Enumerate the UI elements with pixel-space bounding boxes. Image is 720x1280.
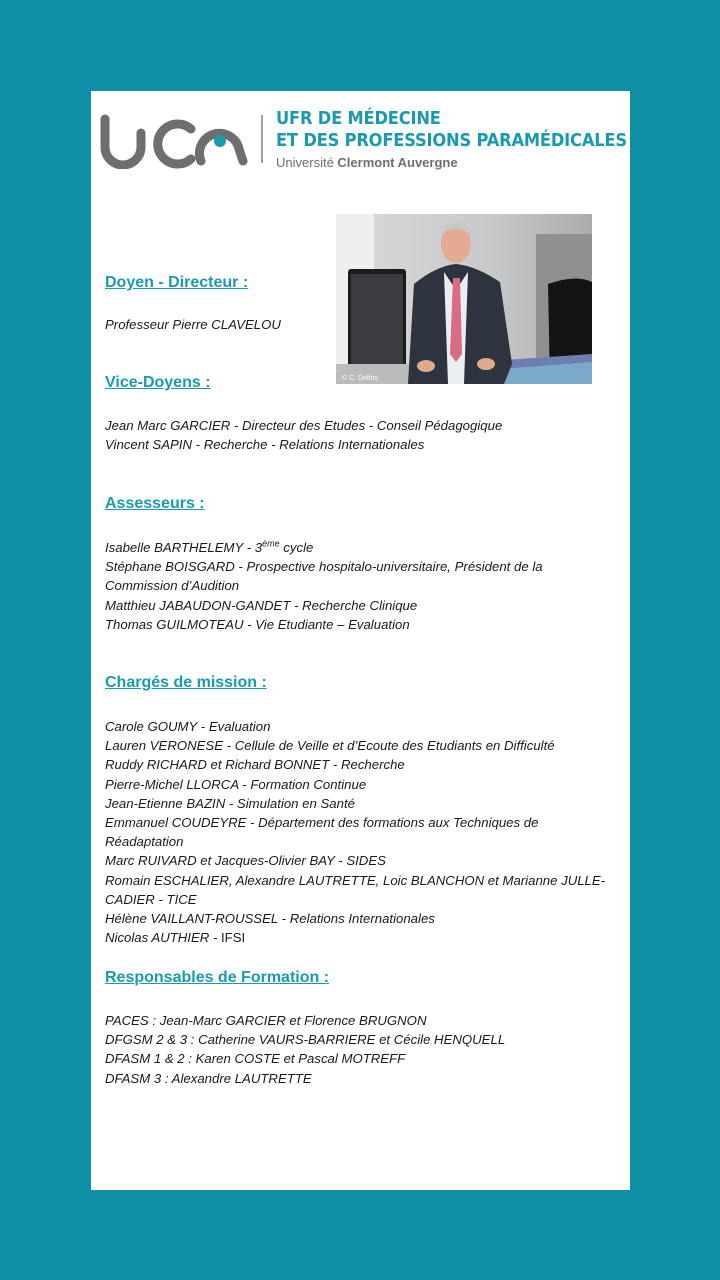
heading-responsables-formation: Responsables de Formation : <box>105 969 330 986</box>
vice-doyens-list <box>105 416 605 454</box>
faculty-title-line1: UFR DE MÉDECINE <box>276 109 441 129</box>
uca-logo <box>99 109 249 169</box>
list-item: Stéphane BOISGARD - Prospective hospitalo-universitaire, Président de la Commission d’Audition <box>105 559 543 594</box>
list-item: Matthieu JABAUDON-GANDET - Recherche Clinique <box>105 597 418 613</box>
faculty-title-line2: ET DES PROFESSIONS PARAMÉDICALES <box>276 131 627 151</box>
list-item: DFASM 1 & 2 : Karen COSTE et Pascal MOTREFF <box>105 1051 406 1067</box>
list-item: Jean Marc GARCIER - Directeur des Etudes - Conseil Pédagogique <box>105 418 503 433</box>
list-item: Hélène VAILLANT-ROUSSEL - Relations Internationales <box>105 911 435 927</box>
doyen-block <box>105 315 605 334</box>
document-page <box>91 91 630 1190</box>
heading-vice-doyens: Vice-Doyens : <box>105 374 211 391</box>
list-item: Ruddy RICHARD et Richard BONNET - Recherche <box>105 757 405 773</box>
photo-credit: © C. Delfos <box>342 375 378 382</box>
dean-photo <box>336 214 592 384</box>
assesseurs-list <box>105 538 605 634</box>
list-item: Lauren VERONESE - Cellule de Veille et d’Ecoute des Etudiants en Difficulté <box>105 738 555 754</box>
list-item: Pierre-Michel LLORCA - Formation Continue <box>105 776 367 792</box>
list-item: Carole GOUMY - Evaluation <box>105 719 271 734</box>
heading-doyen: Doyen - Directeur : <box>105 274 249 291</box>
list-item: PACES : Jean-Marc GARCIER et Florence BRUGNON <box>105 1013 427 1028</box>
responsables-list <box>105 1011 605 1088</box>
heading-assesseurs: Assesseurs : <box>105 495 205 512</box>
doyen-name: Professeur Pierre CLAVELOU <box>105 317 281 332</box>
list-item: Marc RUIVARD et Jacques-Olivier BAY - SIDES <box>105 853 386 869</box>
university-name: Université Clermont Auvergne <box>276 155 458 170</box>
list-item: DFASM 3 : Alexandre LAUTRETTE <box>105 1070 312 1086</box>
charges-list <box>105 717 605 947</box>
logo-divider <box>261 115 263 163</box>
list-item: Romain ESCHALIER, Alexandre LAUTRETTE, Loic BLANCHON et Marianne JULLE-CADIER - TICE <box>105 872 606 907</box>
list-item: Nicolas AUTHIER - IFSI <box>105 930 246 946</box>
list-item: Jean-Etienne BAZIN - Simulation en Santé <box>105 795 355 811</box>
heading-charges-de-mission: Chargés de mission : <box>105 674 267 691</box>
list-item: Vincent SAPIN - Recherche - Relations Internationales <box>105 437 425 453</box>
list-item: Isabelle BARTHELEMY - 3ème cycle <box>105 538 314 555</box>
list-item: DFGSM 2 & 3 : Catherine VAURS-BARRIERE et Cécile HENQUELL <box>105 1032 506 1048</box>
list-item: Emmanuel COUDEYRE - Département des formations aux Techniques de Réadaptation <box>105 815 539 850</box>
list-item: Thomas GUILMOTEAU - Vie Etudiante – Evaluation <box>105 616 410 632</box>
